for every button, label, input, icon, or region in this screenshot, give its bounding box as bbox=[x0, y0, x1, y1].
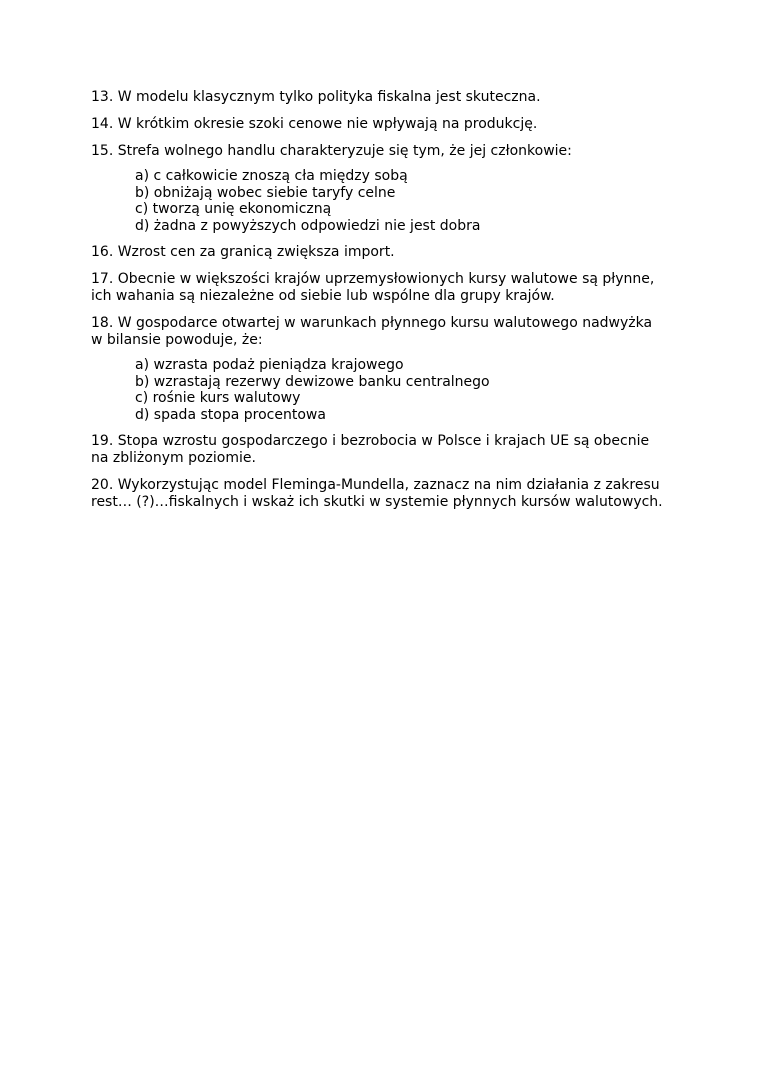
option-d: d) żadna z powyższych odpowiedzi nie jest dobra bbox=[135, 217, 481, 234]
question-14 bbox=[91, 116, 711, 133]
option-c: c) rośnie kurs walutowy bbox=[135, 390, 301, 406]
question-16 bbox=[91, 244, 711, 261]
question-18-options bbox=[135, 357, 711, 423]
question-text-line-2: na zbliżonym poziomie. bbox=[91, 450, 256, 466]
question-18 bbox=[91, 315, 711, 349]
question-text-line-2: rest… (?)…fiskalnych i wskaż ich skutki w systemie płynnych kursów walutowych. bbox=[91, 494, 663, 510]
option-a: a) c całkowicie znoszą cła między sobą bbox=[135, 168, 408, 184]
question-text: 14. W krótkim okresie szoki cenowe nie wpływają na produkcję. bbox=[91, 116, 538, 132]
question-19 bbox=[91, 433, 711, 467]
document-page bbox=[91, 89, 711, 521]
question-text-line-1: 19. Stopa wzrostu gospodarczego i bezrobocia w Polsce i krajach UE są obecnie bbox=[91, 433, 650, 449]
option-c: c) tworzą unię ekonomiczną bbox=[135, 201, 332, 217]
option-d: d) spada stopa procentowa bbox=[135, 406, 326, 423]
question-text-line-1: 20. Wykorzystując model Fleminga-Mundella, zaznacz na nim działania z zakresu bbox=[91, 477, 660, 493]
question-text-line-2: w bilansie powoduje, że: bbox=[91, 332, 263, 348]
question-15-options bbox=[135, 168, 711, 234]
question-text-line-1: 18. W gospodarce otwartej w warunkach płynnego kursu walutowego nadwyżka bbox=[91, 315, 653, 331]
question-20 bbox=[91, 477, 711, 511]
option-a: a) wzrasta podaż pieniądza krajowego bbox=[135, 357, 404, 373]
question-13 bbox=[91, 89, 711, 106]
option-b: b) wzrastają rezerwy dewizowe banku centralnego bbox=[135, 373, 490, 390]
question-15 bbox=[91, 143, 711, 160]
question-text-line-1: 17. Obecnie w większości krajów uprzemysłowionych kursy walutowe są płynne, bbox=[91, 271, 655, 287]
question-text: 16. Wzrost cen za granicą zwiększa import. bbox=[91, 244, 395, 260]
question-17 bbox=[91, 271, 711, 305]
question-text: 15. Strefa wolnego handlu charakteryzuje się tym, że jej członkowie: bbox=[91, 143, 572, 159]
option-b: b) obniżają wobec siebie taryfy celne bbox=[135, 184, 396, 201]
question-text-line-2: ich wahania są niezależne od siebie lub wspólne dla grupy krajów. bbox=[91, 288, 555, 304]
question-text: 13. W modelu klasycznym tylko polityka fiskalna jest skuteczna. bbox=[91, 89, 541, 105]
